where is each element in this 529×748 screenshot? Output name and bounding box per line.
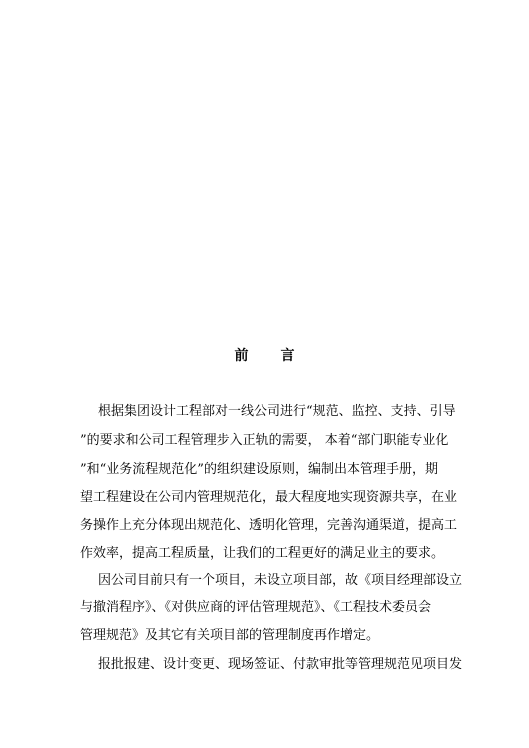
paragraph-1-line-5: 务操作上充分体现出规范化、透明化管理，完善沟通渠道，提高工 — [80, 518, 458, 533]
paragraph-3-line-1: 报批报建、设计变更、现场签证、付款审批等管理规范见项目发 — [98, 657, 463, 672]
paragraph-1-line-2: ”的要求和公司工程管理步入正轨的需要， 本着“部门职能专业化 — [80, 433, 449, 448]
paragraph-1-line-3: ”和“业务流程规范化”的组织建设原则，编制出本管理手册，期 — [80, 462, 438, 477]
paragraph-2-line-2: 与撤消程序》、《对供应商的评估管理规范》、《工程技术委员会 — [80, 600, 432, 615]
paragraph-1-line-6: 作效率，提高工程质量，让我们的工程更好的满足业主的要求。 — [80, 546, 445, 561]
paragraph-1-line-4: 望工程建设在公司内管理规范化，最大程度地实现资源共享，在业 — [80, 490, 458, 505]
paragraph-1-line-1: 根据集团设计工程部对一线公司进行“规范、监控、支持、引导 — [98, 404, 456, 419]
page-title — [0, 344, 529, 368]
paragraph-2-line-1: 因公司目前只有一个项目，未设立项目部，故《项目经理部设立 — [98, 573, 463, 588]
title-char-1: 前 — [234, 348, 249, 364]
title-char-2: 言 — [280, 348, 295, 364]
paragraph-2-line-3: 管理规范》及其它有关项目部的管理制度再作增定。 — [80, 628, 380, 643]
